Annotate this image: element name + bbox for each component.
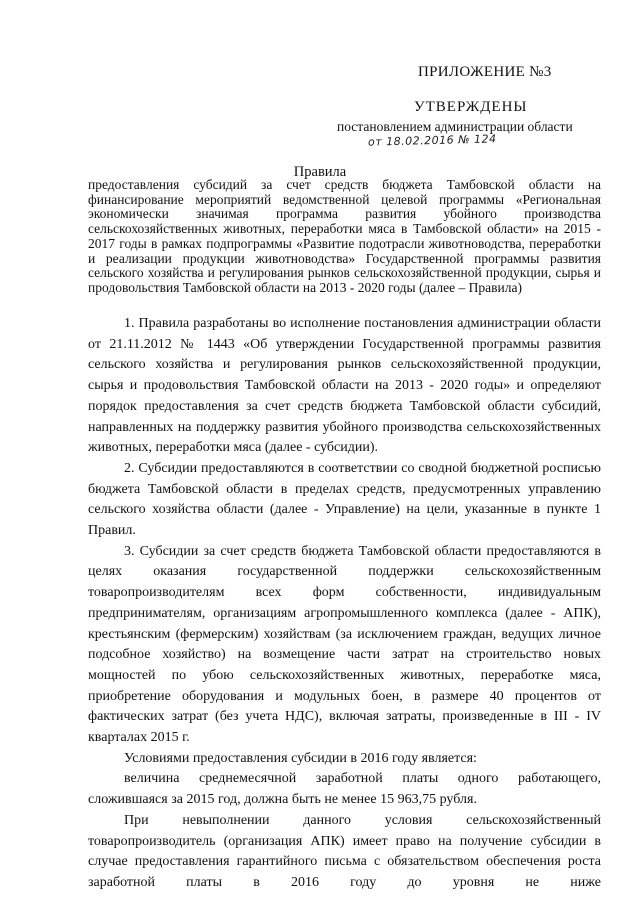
approved-label: УТВЕРЖДЕНЫ: [414, 99, 528, 115]
resolution-line: постановлением администрации области: [337, 119, 573, 134]
paragraph-2: 2. Субсидии предоставляются в соответствии со сводной бюджетной росписью бюджета Тамбовской области в пределах средств, предусмотренных управлению сельского хозяйства области (далее - Управление) на цели, указанные в пункте 1 Правил.: [88, 460, 601, 539]
paragraph-salary-condition: величина среднемесячной заработной платы одного работающего, сложившаяся за 2015 год, должна быть не менее 15 963,75 рубля.: [88, 771, 601, 808]
paragraph-1: 1. Правила разработаны во исполнение постановления администрации области от 21.11.2012 № 1443 «Об утверждении Государственной программы развития сельского хозяйства и регулирования рынков сельскохозяйственной продукции, сырья и продовольствия Тамбовской области на 2013 - 2020 годы» и определяют порядок предоставления за счет средств бюджета Тамбовской области субсидий, направленных на поддержку развития убойного производства сельскохозяйственных животных, переработки мяса (далее - субсидии).: [88, 316, 601, 456]
paragraph-conditions: Условиями предоставления субсидии в 2016 году является:: [124, 750, 477, 766]
paragraph-non-fulfillment: При невыполнении данного условия сельскохозяйственный товаропроизводитель (организация АПК) имеет право на получение субсидии в случае предоставления гарантийного письма с обязательством обеспечения роста заработной платы в 2016 году до уровня не ниже: [88, 812, 601, 890]
document-body: [88, 314, 601, 894]
rules-title: Правила: [293, 164, 347, 180]
handwritten-date-number: от 18.02.2016 № 124: [367, 132, 497, 149]
appendix-label: ПРИЛОЖЕНИЕ №3: [418, 64, 552, 80]
rules-subtitle: предоставления субсидий за счет средств бюджета Тамбовской области на финансирование мероприятий ведомственной целевой программы «Региональная экономически значимая программа развития убойного производства сельскохозяйственных животных, переработки мяса в Тамбовской области» на 2015 - 2017 годы в рамках подпрограммы «Развитие подотрасли животноводства, переработки и реализации продукции животноводства» Государственной программы развития сельского хозяйства и регулирования рынков сельскохозяйственной продукции, сырья и продовольствия Тамбовской области на 2013 - 2020 годы (далее – Правила): [88, 177, 601, 295]
paragraph-3: 3. Субсидии за счет средств бюджета Тамбовской области предоставляются в целях оказания государственной поддержки сельскохозяйственным товаропроизводителям всех форм собственности, индивидуальным предпринимателям, организациям агропромышленного комплекса (далее - АПК), крестьянским (фермерским) хозяйствам (за исключением граждан, ведущих личное подсобное хозяйство) на возмещение части затрат на строительство новых мощностей по убою сельскохозяйственных животных, переработке мяса, приобретение оборудования и модульных боен, в размере 40 процентов от фактических затрат (без учета НДС), включая затраты, произведенные в III - IV кварталах 2015 г.: [88, 543, 601, 746]
